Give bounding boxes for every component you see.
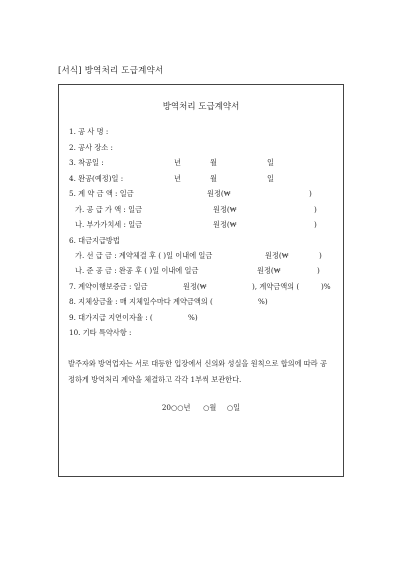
item-project-name: 1. 공 사 명 : [69,127,109,136]
performance-bond-won: 원정(₩ [183,282,207,291]
item-late-interest-rate: 9. 대가지급 지연이자율 : ( [69,313,153,322]
item-start-date: 3. 착공일 : [69,158,104,167]
item-performance-bond: 7. 계약이행보증금 : 일금 [69,282,148,291]
start-month-label: 월 [210,158,217,167]
contract-date-month: ○월 [203,403,217,412]
supply-value-won: 원정(₩ [213,205,237,214]
completion-day-label: 일 [267,174,274,183]
completion-year-label: 년 [174,174,181,183]
vat-won: 원정(₩ [213,220,237,229]
form-label: [서식] 방역처리 도급계약서 [58,66,164,76]
contract-date-year: 20○○년 [161,403,191,412]
advance-payment-won: 원정(₩ [265,251,289,260]
performance-bond-rate: ), 계약금액의 ( [252,282,300,291]
document-title: 방역처리 도급계약서 [162,102,240,112]
item-completion-payment: 나. 준 공 금 : 완공 후 ( )일 이내에 일금 [75,266,199,275]
performance-bond-percent: )% [321,282,331,291]
agreement-paragraph-line-2: 정하게 방역처리 계약을 체결하고 각각 1부씩 보관한다. [68,375,242,384]
item-vat: 나. 부가가치세 : 일금 [75,220,143,229]
completion-month-label: 월 [210,174,217,183]
advance-payment-close: ) [319,251,322,260]
item-project-site: 2. 공사 장소 : [69,143,113,152]
item-advance-payment: 가. 선 급 금 : 계약체결 후 ( )일 이내에 일금 [75,251,213,260]
item-payment-method: 6. 대금지급방법 [69,236,120,245]
contract-date [59,403,343,413]
item-supply-value: 가. 공 급 가 액 : 일금 [75,205,143,214]
delay-penalty-percent: %) [258,297,268,306]
completion-payment-close: ) [317,266,320,275]
contract-date-day: ○일 [226,403,241,412]
item-contract-amount: 5. 계 약 금 액 : 일금 [69,189,134,198]
item-completion-date: 4. 완공(예정)일 : [69,174,124,183]
completion-payment-won: 원정(₩ [257,266,281,275]
start-year-label: 년 [174,158,181,167]
contract-amount-won: 원정(₩ [207,189,231,198]
start-day-label: 일 [267,158,274,167]
item-delay-penalty-rate: 8. 지체상금율 : 매 지체일수마다 계약금액의 ( [69,297,213,306]
agreement-paragraph-line-1: 발주자와 방역업자는 서로 대등한 입장에서 신의와 성실을 원칙으로 합의에 따라 공 [68,359,327,368]
vat-close: ) [314,220,317,229]
late-interest-percent: %) [188,313,198,322]
item-special-terms: 10. 기타 특약사항 : [69,328,132,337]
contract-amount-close: ) [309,189,312,198]
supply-value-close: ) [314,205,317,214]
contract-frame [58,84,344,477]
